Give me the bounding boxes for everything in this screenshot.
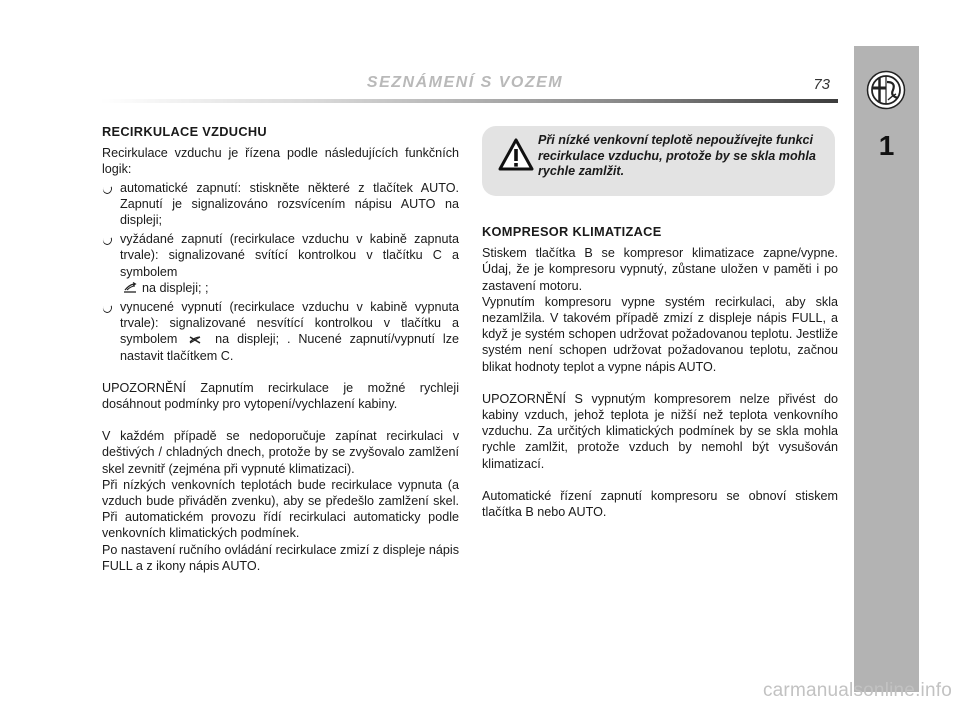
alfa-romeo-logo-icon [866,70,906,110]
header-rule [100,99,838,103]
page-number: 73 [813,76,830,93]
list-item [102,231,459,296]
body-paragraph: Automatické řízení zapnutí kompresoru se obnoví stiskem tlačítka B nebo AUTO. [482,488,838,520]
intro-paragraph: Recirkulace vzduchu je řízena podle následujících funkčních logik: [102,146,459,177]
list-item-text: vyžádané zapnutí (recirkulace vzduchu v kabině zapnuta trvale): signalizované svítící kontrolkou v tlačítku C a symbolem [120,232,459,279]
list-item [102,299,459,364]
left-column [102,124,459,574]
body-paragraph: Vypnutím kompresoru vypne systém recirkulaci, aby skla nezamlžila. V takovém případě zmizí z displeje nápis FULL, a když je systém schopen udržovat požadovanou teplotu. Jestliže systém není schopen udržovat požadovanou teplotu, začnou blikat hodnoty teplot a vypne nápis AUTO. [482,294,838,374]
bullet-icon [102,182,114,194]
watermark: carmanualsonline.info [762,680,952,701]
warning-text: Při nízké venkovní teplotě nepoužívejte funkci recirkulace vzduchu, protože by se skla mohla rychle zamlžit. [538,133,816,178]
warning-triangle-icon [498,138,534,172]
list-item-text: vynucené vypnutí (recirkulace vzduchu v kabině vypnuta trvale): signalizované nesvítící kontrolkou v tlačítku a symbolem [120,300,459,347]
bullet-icon [102,302,114,314]
body-paragraph: Při nízkých venkovních teplotách bude recirkulace vypnuta (a vzduch bude přiváděn zvenku), aby se předešlo zamlžení skel. Při automatickém provozu řídí recirkulaci automaticky podle venkovních klimatických podmínek. [102,477,459,541]
bullet-icon [102,234,114,246]
note-paragraph: UPOZORNĚNÍ Zapnutím recirkulace je možné rychleji dosáhnout podmínky pro vytopení/vychlazení kabiny. [102,380,459,412]
heading-recirculation: RECIRKULACE VZDUCHU [102,124,267,139]
right-column [482,224,838,520]
heading-compressor: KOMPRESOR KLIMATIZACE [482,224,662,239]
chapter-number: 1 [878,130,895,161]
list-item-text: na displeji; ; [142,280,209,295]
body-paragraph: Stiskem tlačítka B se kompresor klimatizace zapne/vypne. Údaj, že je kompresoru vypnutý, zůstane uložen v paměti i po zastavení motoru. [482,246,838,293]
recirculation-off-icon [187,333,203,345]
list-item-text: automatické zapnutí: stiskněte některé z tlačítek AUTO. Zapnutí je signalizováno rozsvícením nápisu AUTO na displeji; [120,180,459,228]
body-paragraph: Po nastavení ručního ovládání recirkulace zmizí z displeje nápis FULL a z ikony nápis AUTO. [102,542,460,573]
note-paragraph: UPOZORNĚNÍ S vypnutým kompresorem nelze přivést do kabiny vzduch, jehož teplota je nižší než teplota venkovního vzduchu. Za určitých klimatických podmínek by se skla mohla rychle zamlžit, protože vzduch by nemohl být vysušován klimatizací. [482,391,838,471]
section-title: SEZNÁMENÍ S VOZEM [366,74,564,91]
list-item-text: na displeji; . Nucené zapnutí/vypnutí lze nastavit tlačítkem C. [120,332,460,363]
list-item [102,180,459,229]
recirculation-on-icon [122,282,138,294]
warning-box [482,126,835,196]
bullet-list [102,180,459,364]
body-paragraph: V každém případě se nedoporučuje zapínat recirkulaci v deštivých / chladných dnech, protože by se zvyšovalo zamlžení skel zevnitř (zejména při vypnuté klimatizaci). [102,429,459,476]
